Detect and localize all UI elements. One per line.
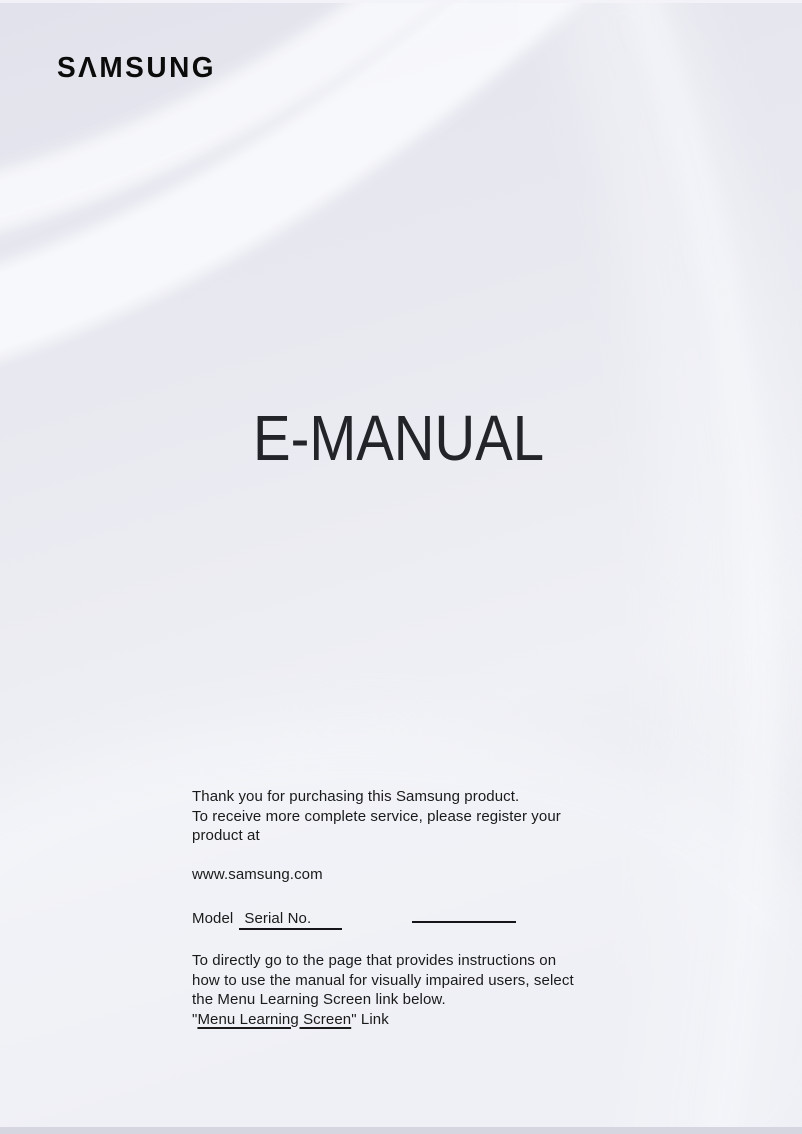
accessibility-line-3: the Menu Learning Screen link below. (192, 991, 446, 1008)
cover-text-block (192, 787, 622, 1029)
link-open-quote: " (192, 1010, 198, 1028)
accessibility-line-2: how to use the manual for visually impaired users, select (192, 971, 574, 989)
intro-line-2: To receive more complete service, please register your (192, 807, 561, 825)
menu-learning-screen-link[interactable]: Menu Learning Screen (197, 1010, 352, 1028)
intro-line-1: Thank you for purchasing this Samsung product. (192, 788, 520, 805)
samsung-logo: SΛMSUNG (57, 51, 217, 84)
model-label: Model (192, 910, 234, 927)
page-title: E-MANUAL (253, 402, 545, 474)
serial-no-field: Serial No. (239, 910, 342, 930)
model-serial-row (192, 903, 622, 930)
blank-fill-in-field (412, 903, 516, 923)
link-suffix: " Link (351, 1010, 389, 1028)
accessibility-line-1: To directly go to the page that provides instructions on (192, 952, 557, 969)
intro-line-3: product at (192, 827, 260, 844)
website-text: www.samsung.com (192, 865, 323, 883)
menu-learning-screen-link-line (192, 1010, 622, 1030)
